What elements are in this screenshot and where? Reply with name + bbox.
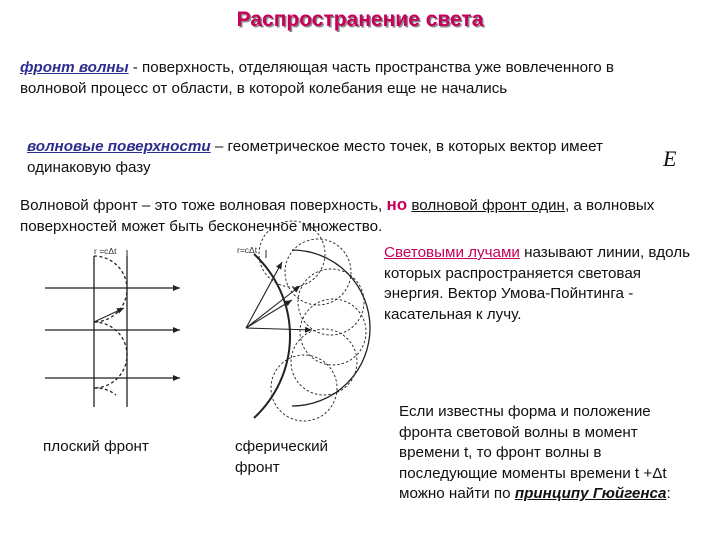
- plane-front-caption: плоский фронт: [43, 438, 149, 455]
- huygens-paragraph: Если известны форма и положение фронта световой волны в момент времени t, то фронт волны в последующие моменты времени t +Δt можно найти по принципу Гюйгенса:: [399, 403, 671, 502]
- light-rays-definition: [384, 243, 702, 325]
- front-but-word: но: [386, 195, 408, 214]
- sphere-initial-front: [292, 250, 370, 406]
- light-rays-term: Световыми лучами: [384, 244, 520, 261]
- front-text-after: , а волновых поверхностей может быть бесконечное множество.: [20, 197, 655, 235]
- huygens-principle: принципу Гюйгенса: [514, 485, 667, 502]
- plane-front-diagram: [45, 250, 180, 407]
- plane-radius-arrow: [94, 308, 124, 322]
- wave-surfaces-text: – геометрическое место точек, в которых вектор имеет одинаковую фазу: [27, 138, 603, 176]
- wave-front-term: фронт волны: [20, 59, 129, 76]
- light-rays-text: называют линии, вдоль которых распространяется световая энергия. Вектор Умова-Пойнтинга - касательная к лучу.: [384, 244, 691, 323]
- plane-radius-label: r =cΔt: [94, 246, 117, 256]
- front-text-before: Волновой фронт – это тоже волновая поверхность,: [20, 197, 387, 214]
- spherical-front-diagram: [246, 221, 370, 421]
- huygens-text: Если известны форма и положение фронта световой волны в момент времени t, то фронт волны в последующие моменты времени t +Δt можно найти по: [399, 403, 667, 502]
- wave-surfaces-term: волновые поверхности: [27, 138, 211, 155]
- front-emphasis: волновой фронт один: [411, 197, 565, 214]
- sphere-new-front: [254, 254, 290, 418]
- spherical-front-caption: сферический фронт: [235, 438, 329, 476]
- plane-secondary-wavelets: [94, 256, 127, 395]
- sphere-rays: [246, 262, 312, 330]
- wave-front-text: - поверхность, отделяющая часть пространства уже вовлеченного в волновой процесс от области, в которой колебания еще не начались: [20, 59, 614, 97]
- vector-e-symbol: E: [663, 146, 677, 171]
- page-title: Распространение света: [236, 8, 484, 31]
- sphere-radius-label: r=cΔt: [237, 245, 258, 255]
